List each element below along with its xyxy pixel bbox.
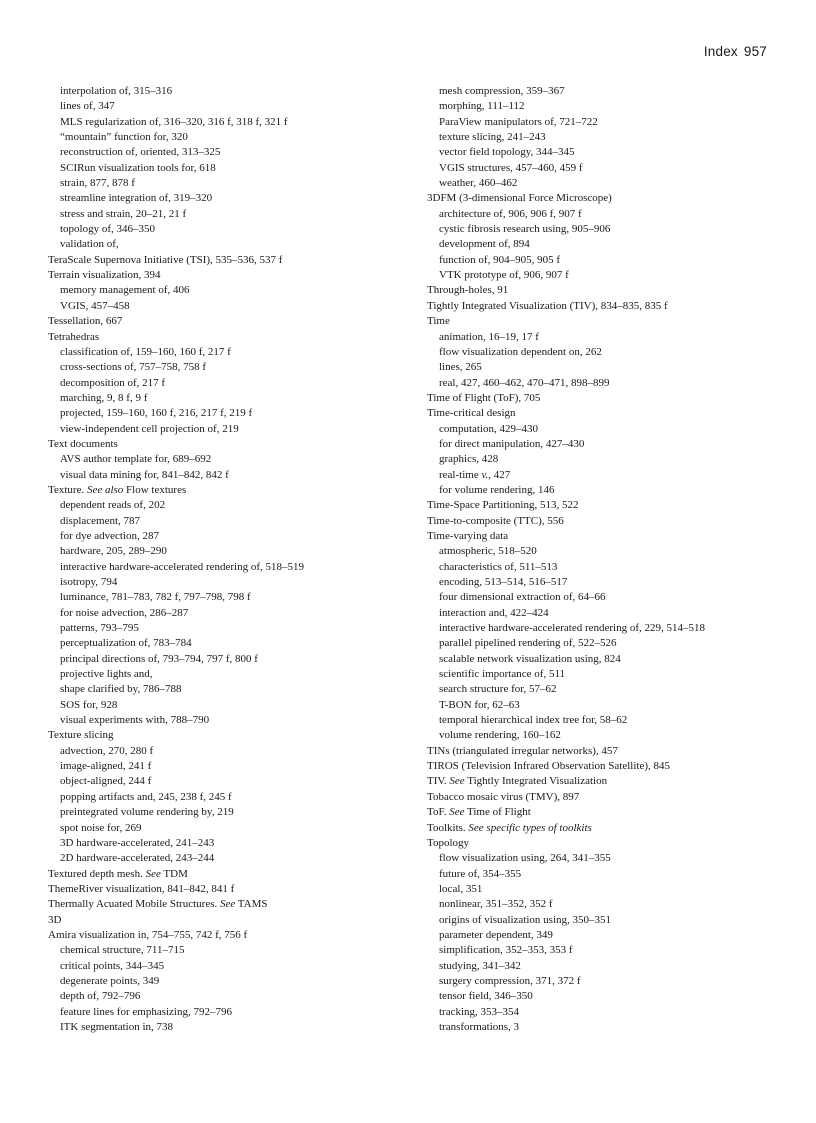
index-subentry <box>427 161 787 176</box>
entry-text: animation, 16–19, 17 f <box>439 330 539 343</box>
index-subentry <box>48 422 408 437</box>
index-entry <box>427 744 787 759</box>
see-reference: See also <box>86 483 124 496</box>
entry-text: interaction and, 422–424 <box>439 606 549 619</box>
entry-text: object-aligned, 244 f <box>60 775 152 788</box>
index-subentry <box>427 452 787 467</box>
entry-text: Time-critical design <box>427 407 516 420</box>
entry-text: displacement, 787 <box>60 514 141 527</box>
index-entry <box>48 897 408 912</box>
index-subentry <box>48 468 408 483</box>
entry-text: cystic fibrosis research using, 905–906 <box>439 223 611 236</box>
index-subentry <box>48 652 408 667</box>
index-subentry <box>427 698 787 713</box>
entry-text: texture slicing, 241–243 <box>439 131 546 144</box>
index-subentry <box>427 130 787 145</box>
entry-text: ToF. <box>427 806 447 819</box>
entry-text: origins of visualization using, 350–351 <box>439 913 612 926</box>
index-subentry <box>48 590 408 605</box>
index-entry <box>48 437 408 452</box>
index-subentry <box>48 544 408 559</box>
entry-text: surgery compression, 371, 372 f <box>439 974 581 987</box>
entry-text: 2D hardware-accelerated, 243–244 <box>60 852 215 865</box>
entry-text: flow visualization using, 264, 341–355 <box>439 852 611 865</box>
entry-text: advection, 270, 280 f <box>60 744 154 757</box>
entry-text: MLS regularization of, 316–320, 316 f, 318 f, 321 f <box>60 115 288 128</box>
index-subentry <box>427 84 787 99</box>
entry-text: TINs (triangulated irregular networks), 457 <box>427 744 618 757</box>
index-subentry <box>48 345 408 360</box>
entry-text: Texture. <box>48 483 85 496</box>
index-subentry <box>427 115 787 130</box>
index-subentry <box>48 943 408 958</box>
entry-text: Through-holes, 91 <box>427 284 509 297</box>
entry-text: isotropy, 794 <box>60 576 118 588</box>
entry-text: ParaView manipulators of, 721–722 <box>439 115 598 128</box>
index-entry <box>48 268 408 283</box>
index-subentry <box>427 145 787 160</box>
index-subentry <box>48 560 408 575</box>
entry-text: encoding, 513–514, 516–517 <box>439 576 568 588</box>
see-reference: See <box>145 867 161 880</box>
see-target: Tightly Integrated Visualization <box>464 775 608 788</box>
see-target: TAMS <box>235 898 268 911</box>
index-subentry <box>427 943 787 958</box>
index-subentry <box>48 821 408 836</box>
index-subentry <box>427 928 787 943</box>
index-subentry <box>48 84 408 99</box>
entry-text: tracking, 353–354 <box>439 1005 520 1018</box>
entry-text: scalable network visualization using, 824 <box>439 652 621 665</box>
entry-text: 3D hardware-accelerated, 241–243 <box>60 836 215 849</box>
entry-text: Tessellation, 667 <box>48 315 123 328</box>
entry-text: Terrain visualization, 394 <box>48 269 161 282</box>
entry-text: Tetrahedras <box>48 330 100 343</box>
entry-text: streamline integration of, 319–320 <box>60 192 213 205</box>
index-subentry <box>48 130 408 145</box>
entry-text: 3DFM (3-dimensional Force Microscope) <box>427 192 612 205</box>
entry-text: patterns, 793–795 <box>60 622 139 635</box>
index-entry <box>427 836 787 851</box>
entry-text: decomposition of, 217 f <box>60 376 166 389</box>
entry-text: depth of, 792–796 <box>60 990 141 1003</box>
index-entry <box>427 790 787 805</box>
index-entry <box>48 928 408 943</box>
entry-text: Time-Space Partitioning, 513, 522 <box>427 499 579 512</box>
see-reference: v. <box>481 468 489 481</box>
index-entry <box>427 299 787 314</box>
index-subentry <box>427 1020 787 1035</box>
index-entry <box>427 759 787 774</box>
entry-text: VTK prototype of, 906, 907 f <box>439 269 569 282</box>
see-reference: See specific types of toolkits <box>468 821 592 834</box>
entry-text: volume rendering, 160–162 <box>439 729 561 742</box>
index-subentry <box>427 636 787 651</box>
entry-text: morphing, 111–112 <box>439 100 525 113</box>
index-entry <box>427 498 787 513</box>
index-subentry <box>427 713 787 728</box>
index-subentry <box>48 759 408 774</box>
index-subentry <box>427 360 787 375</box>
entry-text: perceptualization of, 783–784 <box>60 637 192 650</box>
index-subentry <box>427 422 787 437</box>
index-subentry <box>427 667 787 682</box>
entry-text: T-BON for, 62–63 <box>439 698 520 711</box>
section-title: Index <box>703 44 738 59</box>
entry-text: characteristics of, 511–513 <box>439 560 558 573</box>
entry-text: real, 427, 460–462, 470–471, 898–899 <box>439 376 610 389</box>
index-subentry <box>427 882 787 897</box>
entry-text: ITK segmentation in, 738 <box>60 1020 174 1033</box>
entry-text: critical points, 344–345 <box>60 959 165 972</box>
index-subentry <box>427 897 787 912</box>
index-subentry <box>427 268 787 283</box>
index-subentry <box>48 851 408 866</box>
entry-text: flow visualization dependent on, 262 <box>439 345 602 358</box>
index-entry <box>48 483 408 498</box>
index-subentry <box>48 406 408 421</box>
index-subentry <box>48 744 408 759</box>
entry-text: reconstruction of, oriented, 313–325 <box>60 146 221 159</box>
index-entry <box>427 821 787 836</box>
entry-text: temporal hierarchical index tree for, 58–62 <box>439 714 628 727</box>
page-number: 957 <box>743 44 767 59</box>
index-entry <box>427 314 787 329</box>
index-entry <box>48 882 408 897</box>
entry-text: transformations, 3 <box>439 1020 520 1033</box>
index-subentry <box>427 590 787 605</box>
entry-text: image-aligned, 241 f <box>60 760 152 773</box>
entry-text: architecture of, 906, 906 f, 907 f <box>439 207 582 220</box>
index-subentry <box>427 1005 787 1020</box>
index-subentry <box>48 1020 408 1035</box>
index-subentry <box>427 330 787 345</box>
index-entry <box>427 283 787 298</box>
entry-text: real-time <box>439 468 482 481</box>
entry-text: projective lights and, <box>60 668 153 681</box>
see-target: Time of Flight <box>464 806 531 819</box>
index-subentry <box>427 989 787 1004</box>
index-subentry <box>427 176 787 191</box>
index-entry <box>427 805 787 820</box>
index-subentry <box>48 191 408 206</box>
index-subentry <box>427 207 787 222</box>
index-entry <box>427 529 787 544</box>
index-subentry <box>427 913 787 928</box>
entry-text: 3D <box>48 913 62 926</box>
index-subentry <box>48 283 408 298</box>
entry-text: interactive hardware-accelerated rendering of, 518–519 <box>60 560 305 573</box>
entry-text: development of, 894 <box>439 238 530 251</box>
index-subentry <box>427 376 787 391</box>
index-subentry <box>48 790 408 805</box>
running-head <box>704 44 767 59</box>
entry-text: AVS author template for, 689–692 <box>60 453 212 466</box>
entry-text: validation of, <box>60 238 119 251</box>
index-subentry <box>427 606 787 621</box>
entry-text: four dimensional extraction of, 64–66 <box>439 591 606 604</box>
index-subentry <box>48 391 408 406</box>
entry-text: Topology <box>427 836 470 849</box>
index-subentry <box>427 468 787 483</box>
entry-text: memory management of, 406 <box>60 284 190 297</box>
entry-text: local, 351 <box>439 882 483 895</box>
index-entry <box>48 330 408 345</box>
index-subentry <box>48 529 408 544</box>
entry-text: Amira visualization in, 754–755, 742 f, 756 f <box>48 928 248 941</box>
see-reference: See <box>449 775 465 788</box>
index-subentry <box>48 959 408 974</box>
index-subentry <box>48 299 408 314</box>
index-subentry <box>427 237 787 252</box>
entry-text: function of, 904–905, 905 f <box>439 253 560 266</box>
index-subentry <box>48 176 408 191</box>
entry-text: for noise advection, 286–287 <box>60 606 189 619</box>
entry-text: TeraScale Supernova Initiative (TSI), 535–536, 537 f <box>48 253 283 266</box>
entry-text: Time of Flight (ToF), 705 <box>427 391 541 404</box>
index-subentry <box>48 207 408 222</box>
index-subentry <box>427 867 787 882</box>
see-reference: See <box>219 898 236 911</box>
entry-text: Time-to-composite (TTC), 556 <box>427 514 564 527</box>
see-target: TDM <box>160 867 188 880</box>
index-subentry <box>48 161 408 176</box>
index-subentry <box>427 437 787 452</box>
index-subentry <box>427 575 787 590</box>
index-entry <box>48 253 408 268</box>
index-subentry <box>48 145 408 160</box>
entry-text: graphics, 428 <box>439 453 499 466</box>
entry-text: Texture slicing <box>48 729 114 742</box>
index-subentry <box>48 606 408 621</box>
entry-text: preintegrated volume rendering by, 219 <box>60 806 234 819</box>
entry-text: SCIRun visualization tools for, 618 <box>60 161 216 174</box>
entry-text: search structure for, 57–62 <box>439 683 557 696</box>
index-entry <box>427 406 787 421</box>
index-entry <box>48 867 408 882</box>
entry-text: popping artifacts and, 245, 238 f, 245 f <box>60 790 232 803</box>
index-subentry <box>48 498 408 513</box>
entry-text: Tightly Integrated Visualization (TIV), 834–835, 835 f <box>427 299 668 312</box>
entry-text: Time <box>427 315 450 328</box>
entry-text: for direct manipulation, 427–430 <box>439 437 585 450</box>
entry-text: marching, 9, 8 f, 9 f <box>60 391 148 404</box>
entry-text: Text documents <box>48 437 118 450</box>
entry-text: lines of, 347 <box>60 100 115 113</box>
index-subentry <box>48 99 408 114</box>
index-subentry <box>427 253 787 268</box>
entry-text: ThemeRiver visualization, 841–842, 841 f <box>48 882 235 895</box>
index-subentry <box>427 974 787 989</box>
index-subentry <box>48 974 408 989</box>
entry-text: Thermally Acuated Mobile Structures. <box>48 898 218 911</box>
entry-text: Time-varying data <box>427 529 509 542</box>
index-subentry <box>48 514 408 529</box>
index-entry <box>427 514 787 529</box>
index-subentry <box>48 805 408 820</box>
index-subentry <box>427 345 787 360</box>
entry-text: Tobacco mosaic virus (TMV), 897 <box>427 790 580 803</box>
entry-text: lines, 265 <box>439 361 482 374</box>
index-subentry <box>48 222 408 237</box>
index-subentry <box>427 222 787 237</box>
see-reference: See <box>449 806 465 819</box>
index-subentry <box>427 560 787 575</box>
index-entry <box>48 728 408 743</box>
index-subentry <box>48 621 408 636</box>
entry-text: strain, 877, 878 f <box>60 177 135 190</box>
index-subentry <box>48 836 408 851</box>
index-subentry <box>48 636 408 651</box>
entry-text: nonlinear, 351–352, 352 f <box>439 898 553 911</box>
index-subentry <box>427 544 787 559</box>
index-subentry <box>48 115 408 130</box>
entry-text: vector field topology, 344–345 <box>439 146 575 159</box>
index-subentry <box>427 682 787 697</box>
index-subentry <box>48 452 408 467</box>
index-subentry <box>48 667 408 682</box>
index-subentry <box>48 682 408 697</box>
entry-text: degenerate points, 349 <box>60 974 160 987</box>
entry-text: mesh compression, 359–367 <box>439 85 565 97</box>
entry-text: SOS for, 928 <box>60 698 118 711</box>
entry-text: atmospheric, 518–520 <box>439 545 537 558</box>
index-subentry <box>48 774 408 789</box>
entry-text: projected, 159–160, 160 f, 216, 217 f, 219 f <box>60 407 253 420</box>
index-entry <box>48 913 408 928</box>
entry-text: parameter dependent, 349 <box>439 928 553 941</box>
entry-text: parallel pipelined rendering of, 522–526 <box>439 637 617 650</box>
entry-text: topology of, 346–350 <box>60 223 156 236</box>
see-target: , 427 <box>488 468 511 481</box>
index-subentry <box>48 360 408 375</box>
entry-text: stress and strain, 20–21, 21 f <box>60 207 187 220</box>
entry-text: feature lines for emphasizing, 792–796 <box>60 1005 232 1018</box>
entry-text: spot noise for, 269 <box>60 821 142 834</box>
index-subentry <box>48 698 408 713</box>
entry-text: tensor field, 346–350 <box>439 990 533 1003</box>
index-column-left <box>48 84 408 1035</box>
entry-text: chemical structure, 711–715 <box>60 944 185 957</box>
entry-text: simplification, 352–353, 353 f <box>439 944 573 957</box>
entry-text: hardware, 205, 289–290 <box>60 545 167 558</box>
index-subentry <box>427 621 787 636</box>
entry-text: visual experiments with, 788–790 <box>60 714 210 727</box>
entry-text: VGIS, 457–458 <box>60 299 130 312</box>
index-entry <box>427 191 787 206</box>
index-subentry <box>48 237 408 252</box>
entry-text: future of, 354–355 <box>439 867 522 880</box>
entry-text: dependent reads of, 202 <box>60 499 166 512</box>
entry-text: scientific importance of, 511 <box>439 668 566 681</box>
index-subentry <box>48 989 408 1004</box>
index-subentry <box>427 483 787 498</box>
index-entry <box>427 774 787 789</box>
index-subentry <box>427 851 787 866</box>
index-subentry <box>48 575 408 590</box>
entry-text: TIV. <box>427 775 447 788</box>
entry-text: shape clarified by, 786–788 <box>60 683 182 696</box>
entry-text: computation, 429–430 <box>439 422 538 435</box>
entry-text: Toolkits. <box>427 821 466 834</box>
index-subentry <box>48 1005 408 1020</box>
entry-text: for volume rendering, 146 <box>439 483 555 496</box>
entry-text: cross-sections of, 757–758, 758 f <box>60 361 207 374</box>
entry-text: weather, 460–462 <box>439 177 518 190</box>
entry-text: luminance, 781–783, 782 f, 797–798, 798 f <box>60 591 251 604</box>
entry-text: Textured depth mesh. <box>48 867 143 880</box>
see-target: Flow textures <box>123 483 187 496</box>
index-subentry <box>427 959 787 974</box>
index-subentry <box>48 376 408 391</box>
index-subentry <box>48 713 408 728</box>
entry-text: visual data mining for, 841–842, 842 f <box>60 468 229 481</box>
entry-text: TIROS (Television Infrared Observation Satellite), 845 <box>427 760 670 773</box>
index-subentry <box>427 728 787 743</box>
entry-text: interpolation of, 315–316 <box>60 85 173 97</box>
entry-text: interactive hardware-accelerated rendering of, 229, 514–518 <box>439 622 706 635</box>
entry-text: for dye advection, 287 <box>60 529 159 542</box>
index-entry <box>48 314 408 329</box>
index-subentry <box>427 652 787 667</box>
entry-text: classification of, 159–160, 160 f, 217 f <box>60 345 231 358</box>
index-column-right <box>427 84 787 1035</box>
index-entry <box>427 391 787 406</box>
entry-text: principal directions of, 793–794, 797 f, 800 f <box>60 652 258 665</box>
entry-text: studying, 341–342 <box>439 959 521 972</box>
index-subentry <box>427 99 787 114</box>
entry-text: VGIS structures, 457–460, 459 f <box>439 161 583 174</box>
entry-text: view-independent cell projection of, 219 <box>60 422 239 435</box>
entry-text: “mountain” function for, 320 <box>60 131 188 144</box>
